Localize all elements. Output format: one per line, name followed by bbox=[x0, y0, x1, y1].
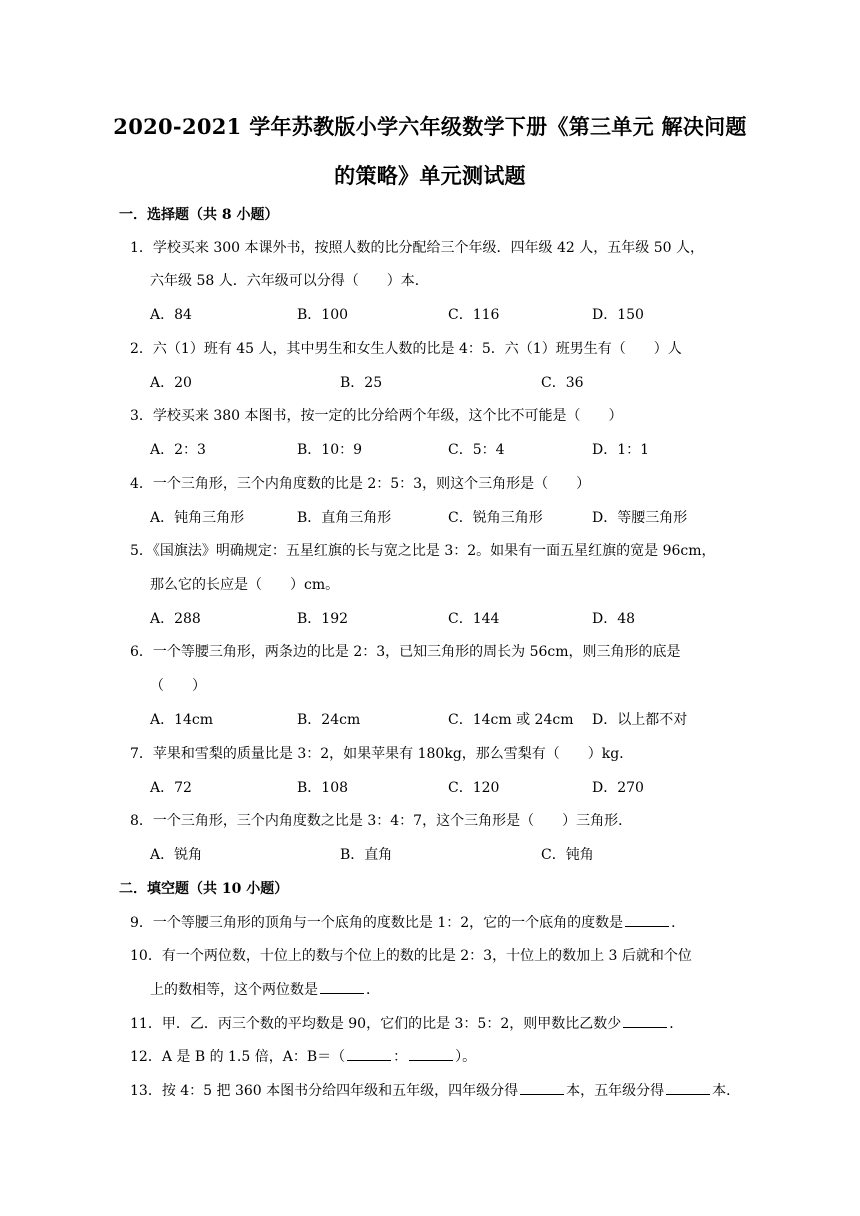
q6-option-a: A．14cm bbox=[150, 712, 214, 728]
q5-option-b: B．192 bbox=[297, 611, 349, 627]
question-2: 2．六（1）班有 45 人，其中男生和女生人数的比是 4：5．六（1）班男生有（ ）人 bbox=[130, 341, 682, 357]
q3-option-b: B．10：9 bbox=[297, 442, 363, 458]
q1-option-d: D．150 bbox=[592, 307, 644, 323]
question-10-end: ． bbox=[366, 982, 380, 998]
q5-option-d: D．48 bbox=[592, 611, 636, 627]
question-12-end: ）。 bbox=[455, 1049, 477, 1065]
q7-option-d: D．270 bbox=[592, 780, 644, 796]
q5-option-c: C．144 bbox=[448, 611, 500, 627]
q6-option-b: B．24cm bbox=[297, 712, 361, 728]
question-12 bbox=[130, 1046, 476, 1066]
question-9 bbox=[130, 912, 685, 932]
question-1: 1．学校买来 300 本课外书，按照人数的比分配给三个年级．四年级 42 人，五年级 50 人， bbox=[130, 240, 704, 256]
question-12-mid: ： bbox=[393, 1049, 408, 1065]
q4-option-c: C．锐角三角形 bbox=[448, 510, 543, 526]
answer-blank[interactable] bbox=[409, 1046, 453, 1061]
answer-blank[interactable] bbox=[320, 979, 364, 994]
q6-option-d: D．以上都不对 bbox=[592, 712, 688, 728]
answer-blank[interactable] bbox=[520, 1080, 564, 1095]
answer-blank[interactable] bbox=[666, 1080, 710, 1095]
q2-option-c: C．36 bbox=[541, 375, 584, 391]
question-6-cont: （ ） bbox=[150, 678, 206, 694]
question-3: 3．学校买来 380 本图书，按一定的比分给两个年级，这个比不可能是（ ） bbox=[130, 408, 623, 424]
question-7: 7．苹果和雪梨的质量比是 3：2，如果苹果有 180kg，那么雪梨有（ ）kg． bbox=[130, 746, 634, 762]
question-11-end: ． bbox=[669, 1016, 684, 1032]
question-5: 5．《国旗法》明确规定：五星红旗的长与宽之比是 3：2。如果有一面五星红旗的宽是 96cm， bbox=[130, 543, 716, 559]
question-4: 4．一个三角形，三个内角度数的比是 2：5：3，则这个三角形是（ ） bbox=[130, 476, 591, 492]
q4-option-b: B．直角三角形 bbox=[297, 510, 392, 526]
q7-option-b: B．108 bbox=[297, 780, 349, 796]
q4-option-a: A．钝角三角形 bbox=[150, 510, 245, 526]
question-11 bbox=[130, 1013, 683, 1033]
answer-blank[interactable] bbox=[347, 1046, 391, 1061]
question-10: 10．有一个两位数，十位上的数与个位上的数的比是 2：3，十位上的数加上 3 后就和个位 bbox=[130, 948, 692, 964]
question-1-cont: 六年级 58 人．六年级可以分得（ ）本． bbox=[150, 273, 429, 289]
q8-option-c: C．钝角 bbox=[541, 847, 594, 863]
q3-option-c: C．5：4 bbox=[448, 442, 505, 458]
question-12-text: 12．A 是 B 的 1.5 倍，A：B＝（ bbox=[130, 1049, 346, 1065]
question-13-mid: 本，五年级分得 bbox=[566, 1083, 665, 1099]
q1-option-a: A．84 bbox=[150, 307, 192, 323]
q1-option-b: B．100 bbox=[297, 307, 349, 323]
q8-option-b: B．直角 bbox=[340, 847, 393, 863]
question-9-text: 9．一个等腰三角形的顶角与一个底角的度数比是 1：2，它的一个底角的度数是 bbox=[130, 915, 624, 931]
q6-option-c: C．14cm 或 24cm bbox=[448, 712, 574, 728]
question-10-text: 上的数相等，这个两位数是 bbox=[150, 982, 318, 998]
question-10-cont bbox=[150, 979, 380, 999]
doc-title-line1: 2020-2021 学年苏教版小学六年级数学下册《第三单元 解决问题 bbox=[113, 114, 747, 139]
doc-title-line2: 的策略》单元测试题 bbox=[334, 163, 526, 188]
question-13-end: 本． bbox=[712, 1083, 741, 1099]
q2-option-a: A．20 bbox=[150, 375, 192, 391]
answer-blank[interactable] bbox=[623, 1013, 667, 1028]
question-6: 6．一个等腰三角形，两条边的比是 2：3，已知三角形的周长为 56cm，则三角形的底是 bbox=[130, 644, 681, 660]
question-13 bbox=[130, 1080, 740, 1100]
question-11-text: 11．甲．乙．丙三个数的平均数是 90，它们的比是 3：5：2，则甲数比乙数少 bbox=[130, 1016, 622, 1032]
q3-option-a: A．2：3 bbox=[150, 442, 206, 458]
q8-option-a: A．锐角 bbox=[150, 847, 203, 863]
q1-option-c: C．116 bbox=[448, 307, 500, 323]
section-heading-choice: 一．选择题（共 8 小题） bbox=[119, 207, 279, 223]
q3-option-d: D．1：1 bbox=[592, 442, 650, 458]
question-5-cont: 那么它的长应是（ ）cm。 bbox=[150, 577, 340, 593]
section-heading-fill: 二．填空题（共 10 小题） bbox=[119, 881, 289, 897]
question-8: 8．一个三角形，三个内角度数之比是 3：4：7，这个三角形是（ ）三角形． bbox=[130, 813, 633, 829]
question-9-end: ． bbox=[671, 915, 686, 931]
question-13-text: 13．按 4：5 把 360 本图书分给四年级和五年级，四年级分得 bbox=[130, 1083, 519, 1099]
q5-option-a: A．288 bbox=[150, 611, 201, 627]
q7-option-a: A．72 bbox=[150, 780, 192, 796]
q4-option-d: D．等腰三角形 bbox=[592, 510, 688, 526]
answer-blank[interactable] bbox=[625, 912, 669, 927]
q7-option-c: C．120 bbox=[448, 780, 500, 796]
q2-option-b: B．25 bbox=[340, 375, 383, 391]
